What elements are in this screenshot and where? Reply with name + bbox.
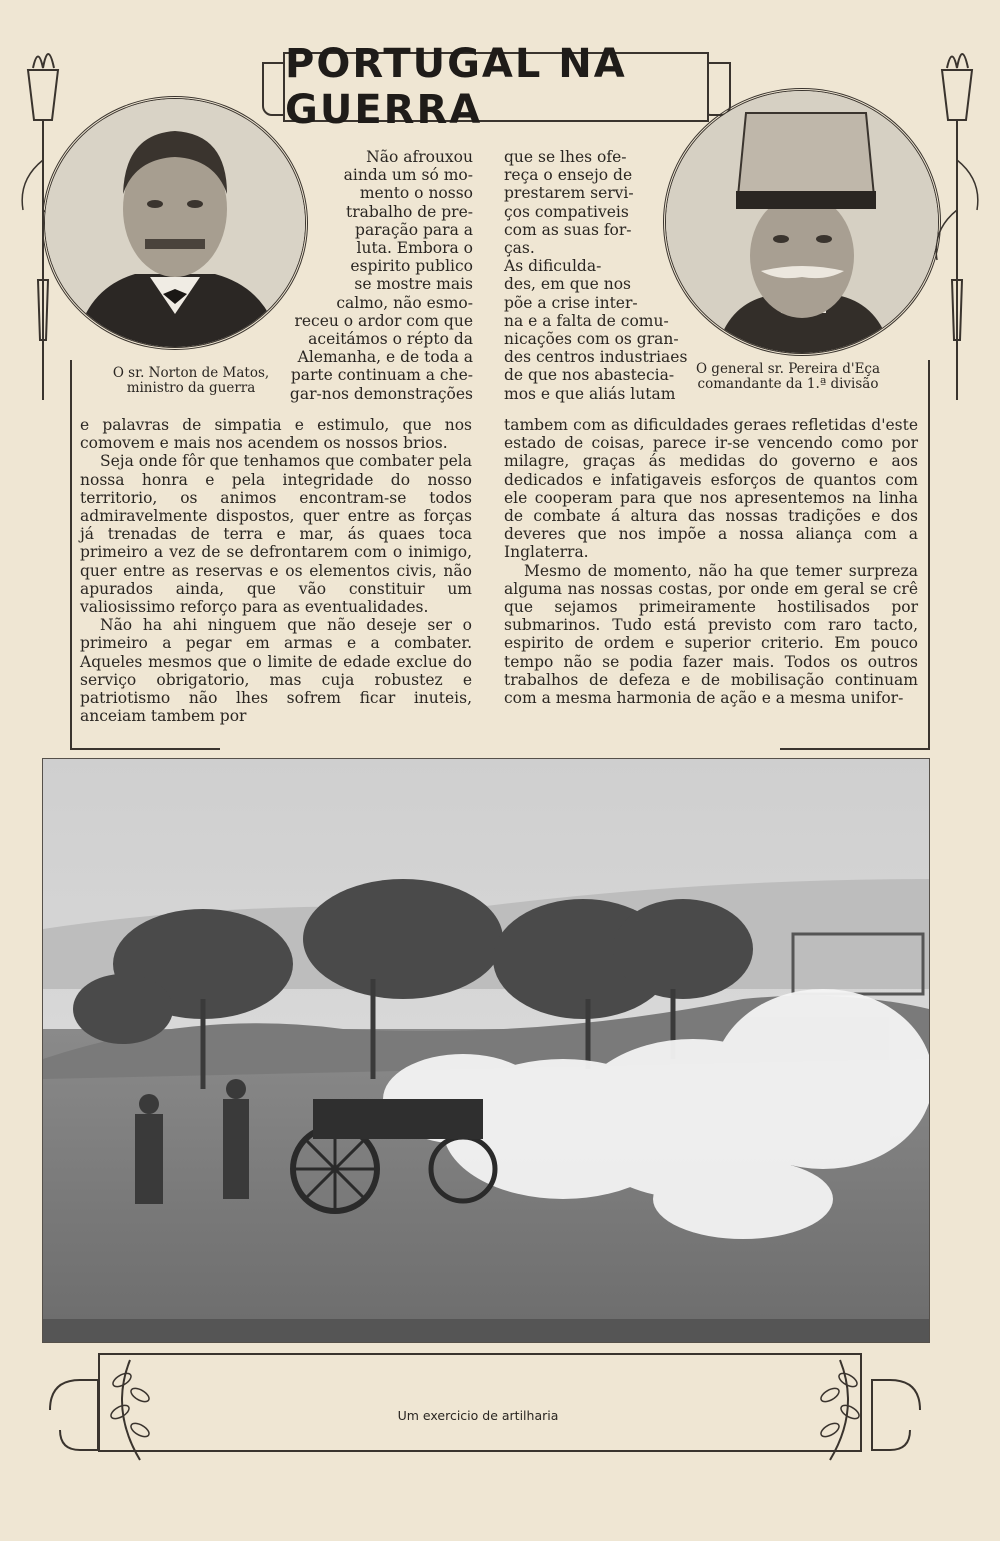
portrait-norton-de-matos	[42, 96, 308, 350]
col1-narrow-lines	[283, 148, 473, 403]
caption-frame	[98, 1353, 862, 1452]
col2-line: des, em que nos	[504, 275, 631, 294]
right-caption-line2: comandante da 1.ª divisão	[697, 376, 879, 392]
col2-line: mos e que aliás lutam	[504, 384, 676, 403]
col2-line: com as suas for-	[504, 220, 632, 239]
col1-line: Não afrouxou	[366, 148, 473, 166]
col2-line: nicações com os gran-	[504, 330, 679, 349]
col2-narrow-lines	[504, 148, 689, 403]
left-caption-line1: O sr. Norton de Matos,	[112, 365, 270, 381]
article-col1-top	[283, 148, 473, 403]
title-banner	[283, 41, 709, 133]
col2-line: prestarem servi-	[504, 184, 634, 203]
col1-line: mento o nosso	[359, 184, 473, 203]
col1-line: trabalho de pre-	[345, 202, 473, 221]
col2-line: põe a crise inter-	[504, 293, 638, 312]
col1-line: receu o ardor com que	[294, 311, 473, 330]
col2-paragraph-2: Mesmo de momento, não ha que temer surpreza alguma nas nossas costas, por onde em geral se crê que sejamos primeiramente hostilisados por submarinos. Tudo está previsto com raro tacto, espirito de ordem e superior criterio. Em pouco tempo não se podia fazer mais. Todos os outros trabalhos de defeza e de mobilisação continuam com a mesma harmonia de ação e a mesma unifor-	[504, 561, 918, 708]
col2-line: As dificulda-	[504, 257, 602, 276]
portrait-pereira-deca	[663, 88, 941, 356]
right-caption-line1: O general sr. Pereira d'Eça	[695, 361, 881, 377]
page-title: PORTUGAL NA GUERRA	[285, 41, 627, 133]
col2-paragraph-1-end: tambem com as dificuldades geraes refletidas d'este estado de coisas, parece ir-se vencendo como por milagre, graças ás medidas do governo e aos dedicados e infatigaveis esforços de quantos com ele cooperam para que nos apresentemos na linha de combate á altura das nossas tradições e dos deveres que nos impõe a nossa aliança com a Inglaterra.	[504, 416, 918, 562]
portrait-right-caption	[688, 362, 888, 392]
article-col1	[80, 416, 472, 725]
col2-line: ços compativeis	[504, 202, 629, 221]
col2-line: na e a falta de comu-	[504, 311, 669, 330]
col1-line: paração para a	[355, 220, 473, 239]
col1-paragraph-2: Seja onde fôr que tenhamos que combater pela nossa honra e pela integridade do nosso territorio, os animos encontram-se todos admiravelmente dispostos, quer entre as forças já trenadas de terra e mar, ás quaes toca primeiro a vez de se defrontarem com o inimigo, quer entre as reservas e os elementos civis, não apurados ainda, que vão constituir um valiosissimo reforço para as eventualidades.	[80, 452, 472, 617]
col2-line: ças.	[504, 239, 535, 258]
frame-bottom-right-line	[780, 748, 930, 750]
artillery-photo	[42, 758, 930, 1343]
col1-line: gar-nos demonstrações	[289, 384, 473, 403]
col1-line: calmo, não esmo-	[336, 293, 473, 312]
col1-line: se mostre mais	[354, 275, 473, 294]
col2-line: que se lhes ofe-	[504, 148, 627, 166]
col1-paragraph-3: Não ha ahi ninguem que não deseje ser o primeiro a pegar em armas e a combater. Aqueles mesmos que o limite de edade exclue do serviço obrigatorio, mas cuja robustez e patriotismo não lhes sofrem ficar inuteis, anceiam tambem por	[80, 616, 472, 726]
col1-line: ainda um só mo-	[343, 166, 473, 185]
frame-bottom-left-line	[70, 748, 220, 750]
article-col2-top	[504, 148, 689, 403]
portrait-left-caption	[96, 366, 286, 396]
col2-line: de que nos abastecia-	[504, 366, 675, 385]
col1-line: parte continuam a che-	[290, 366, 473, 385]
col1-line: luta. Embora o	[356, 239, 473, 258]
left-caption-line2: ministro da guerra	[126, 380, 256, 396]
photo-caption: Um exercicio de artilharia	[397, 1408, 559, 1423]
col1-line: Alemanha, e de toda a	[297, 348, 473, 367]
col1-paragraph-1-end: e palavras de simpatia e estimulo, que nos comovem e mais nos acendem os nossos brios.	[80, 416, 472, 453]
article-col2	[504, 416, 918, 707]
col2-line: reça o ensejo de	[504, 166, 633, 185]
col1-line: espirito publico	[350, 257, 473, 276]
col2-line: des centros industriaes	[504, 348, 688, 367]
col1-line: aceitámos o répto da	[308, 330, 473, 349]
